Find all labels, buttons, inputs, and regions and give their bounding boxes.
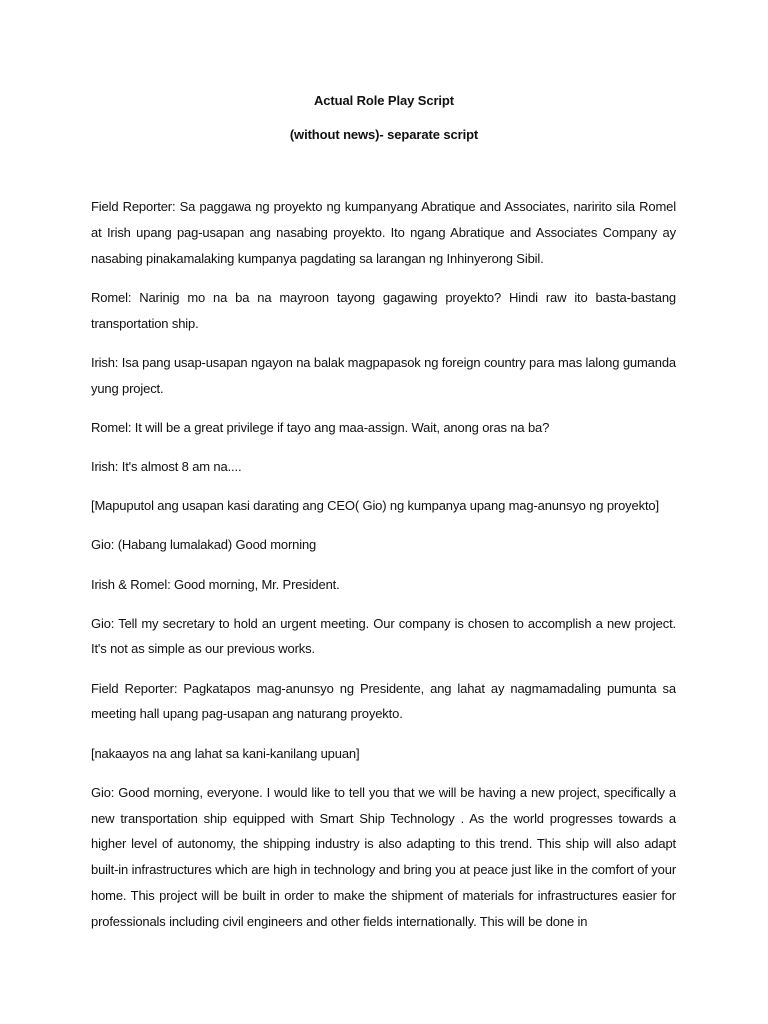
document-subtitle: (without news)- separate script: [289, 127, 479, 142]
script-stage-direction-ceo-arrives: [Mapuputol ang usapan kasi darating ang CEO( Gio) ng kumpanya upang mag-anunsyo ng proyekto]: [91, 498, 659, 514]
script-paragraph-irish-romel: Irish & Romel: Good morning, Mr. President.: [91, 576, 340, 592]
script-paragraph-gio-1: Gio: (Habang lumalakad) Good morning: [91, 537, 317, 553]
script-paragraph-field-reporter-2: Field Reporter: Pagkatapos mag-anunsyo ng Presidente, ang lahat ay nagmamadaling pumunta sa meeting hall upang pag-usapan ang naturang proyekto.: [91, 680, 676, 722]
script-paragraph-field-reporter-intro: Field Reporter: Sa paggawa ng proyekto ng kumpanyang Abratique and Associates, naririto sila Romel at Irish upang pag-usapan ang nasabing proyekto. Ito ngang Abratique and Associates Company ay nasabing pinakamalaking kumpanya pagdating sa larangan ng Inhinyerong Sibil.: [91, 199, 676, 266]
script-paragraph-romel-2: Romel: It will be a great privilege if tayo ang maa-assign. Wait, anong oras na ba?: [91, 419, 550, 435]
document-title: Actual Role Play Script: [313, 93, 455, 108]
script-paragraph-romel-1: Romel: Narinig mo na ba na mayroon tayong gagawing proyekto? Hindi raw ito basta-bastang transportation ship.: [91, 289, 676, 331]
script-paragraph-irish-2: Irish: It's almost 8 am na....: [91, 458, 242, 474]
script-paragraph-gio-3: Gio: Good morning, everyone. I would like to tell you that we will be having a new project, specifically a new transportation ship equipped with Smart Ship Technology . As the world progresses towards a higher level of autonomy, the shipping industry is also adapting to this trend. This ship will also adapt built-in infrastructures which are high in technology and bring you at peace just like in the comfort of your home. This project will be built in order to make the shipment of materials for infrastructures easier for professionals including civil engineers and other fields internationally. This will be done in: [91, 784, 676, 929]
script-paragraph-gio-2: Gio: Tell my secretary to hold an urgent meeting. Our company is chosen to accomplish a new project. It's not as simple as our previous works.: [91, 615, 676, 657]
script-body: [91, 194, 676, 948]
script-stage-direction-seated: [nakaayos na ang lahat sa kani-kanilang upuan]: [91, 745, 360, 761]
script-paragraph-irish-1: Irish: Isa pang usap-usapan ngayon na balak magpapasok ng foreign country para mas lalong gumanda yung project.: [91, 354, 676, 396]
